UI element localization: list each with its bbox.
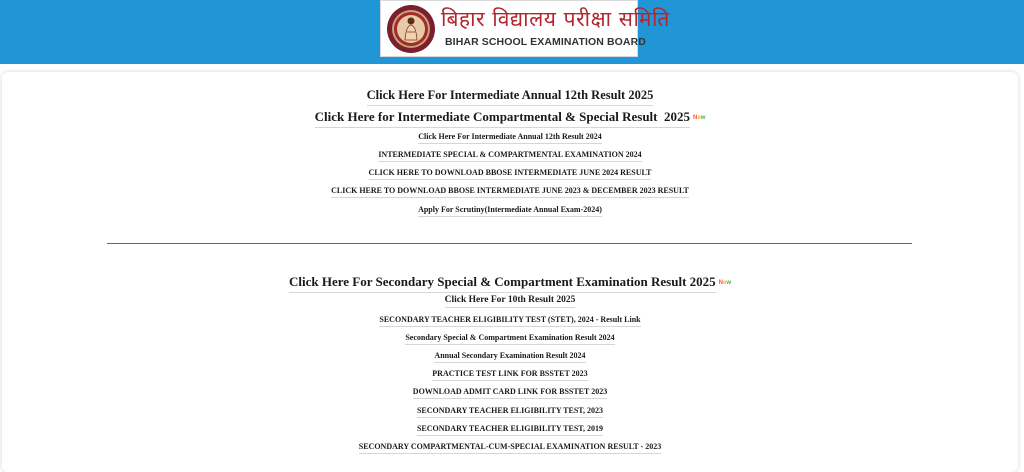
link-secondary-compartmental-2023[interactable] — [2, 442, 1018, 454]
link-admit-card-bsstet[interactable] — [2, 387, 1018, 399]
new-badge-icon: New — [693, 115, 706, 122]
link-text[interactable]: SECONDARY TEACHER ELIGIBILITY TEST, 2023 — [417, 406, 603, 418]
link-text[interactable]: Click Here For Intermediate Annual 12th Result 2024 — [418, 132, 601, 144]
link-text[interactable]: INTERMEDIATE SPECIAL & COMPARTMENTAL EXAMINATION 2024 — [378, 150, 641, 162]
link-text[interactable]: SECONDARY COMPARTMENTAL-CUM-SPECIAL EXAMINATION RESULT - 2023 — [359, 442, 662, 454]
link-text[interactable]: Apply For Scrutiny(Intermediate Annual Exam-2024) — [418, 205, 602, 217]
link-bbose-june-dec-2023[interactable] — [2, 186, 1018, 198]
link-apply-scrutiny[interactable] — [2, 205, 1018, 217]
link-inter-special-2024[interactable] — [2, 150, 1018, 162]
section-divider — [107, 243, 912, 244]
link-inter-compartmental-2025[interactable] — [2, 109, 1018, 128]
link-text[interactable]: SECONDARY TEACHER ELIGIBILITY TEST, 2019 — [417, 424, 603, 436]
link-text[interactable]: Click Here For 10th Result 2025 — [445, 295, 576, 308]
link-10th-2025[interactable] — [2, 295, 1018, 308]
link-inter-12th-2025[interactable] — [2, 88, 1018, 106]
header-bar — [0, 0, 1024, 64]
link-stet-2024[interactable] — [2, 315, 1018, 327]
link-inter-12th-2024[interactable] — [2, 132, 1018, 144]
link-text[interactable]: Click Here For Intermediate Annual 12th Result 2025 — [367, 88, 654, 106]
logo-hindi-text: बिहार विद्यालय परीक्षा समिति — [441, 7, 670, 31]
results-card — [2, 72, 1018, 472]
link-text[interactable]: CLICK HERE TO DOWNLOAD BBOSE INTERMEDIATE JUNE 2023 & DECEMBER 2023 RESULT — [331, 186, 689, 198]
link-text[interactable]: CLICK HERE TO DOWNLOAD BBOSE INTERMEDIATE JUNE 2024 RESULT — [369, 168, 652, 180]
bseb-logo[interactable] — [380, 0, 670, 57]
link-text[interactable]: Click Here for Intermediate Compartmental & Special Result 2025 — [315, 109, 690, 128]
link-secondary-special-2024[interactable] — [2, 333, 1018, 345]
link-stet-2023[interactable] — [2, 406, 1018, 418]
link-text[interactable]: DOWNLOAD ADMIT CARD LINK FOR BSSTET 2023 — [413, 387, 607, 399]
link-secondary-special-2025[interactable] — [2, 274, 1018, 293]
link-text[interactable]: Secondary Special & Compartment Examination Result 2024 — [405, 333, 614, 345]
link-text[interactable]: Annual Secondary Examination Result 2024 — [434, 351, 585, 363]
bseb-seal-icon — [386, 4, 436, 54]
new-badge-icon: New — [718, 280, 732, 287]
link-text[interactable]: Click Here For Secondary Special & Compartment Examination Result 2025 — [289, 274, 716, 293]
link-annual-secondary-2024[interactable] — [2, 351, 1018, 363]
link-stet-2019[interactable] — [2, 424, 1018, 436]
link-text[interactable]: PRACTICE TEST LINK FOR BSSTET 2023 — [432, 369, 587, 381]
logo-english-text: BIHAR SCHOOL EXAMINATION BOARD — [445, 36, 646, 48]
link-text[interactable]: SECONDARY TEACHER ELIGIBILITY TEST (STET), 2024 - Result Link — [379, 315, 640, 327]
link-bbose-june-2024[interactable] — [2, 168, 1018, 180]
link-practice-test-bsstet[interactable] — [2, 369, 1018, 381]
